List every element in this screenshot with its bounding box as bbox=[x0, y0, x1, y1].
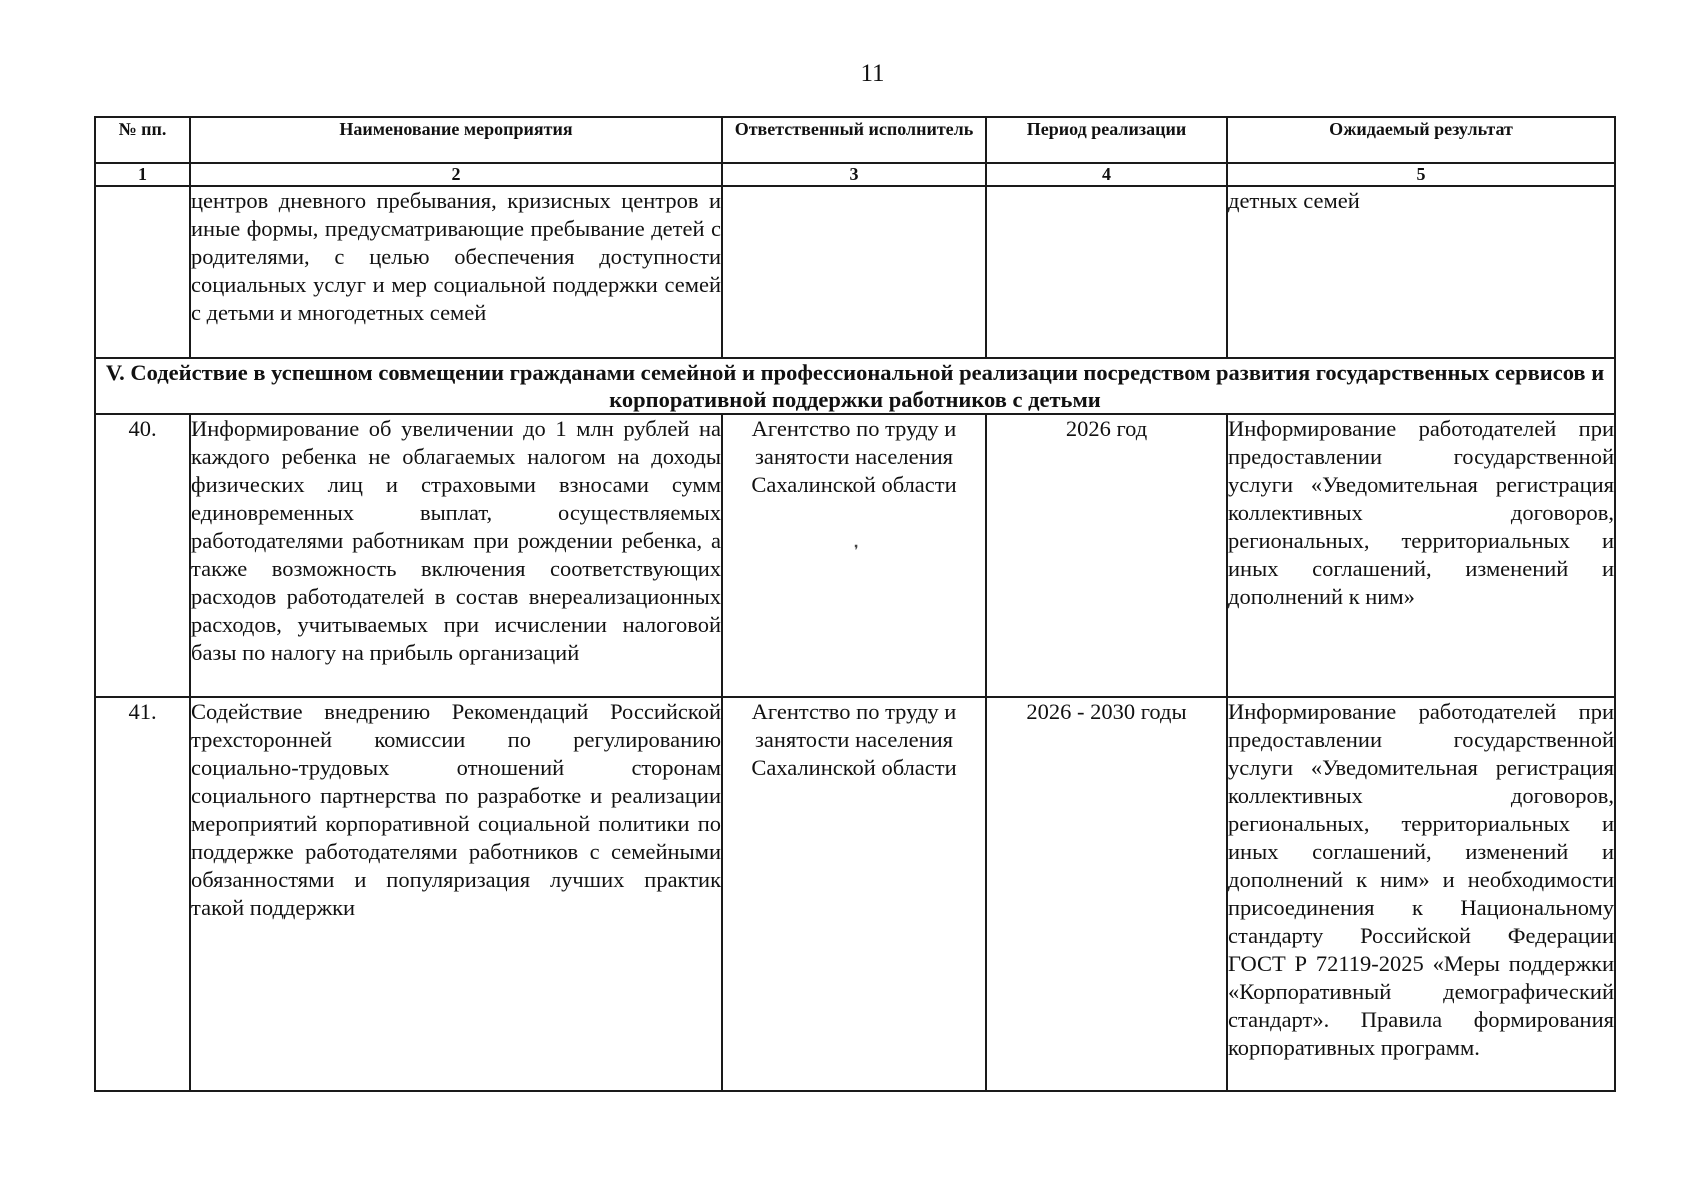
section-title: V. Содействие в успешном совмещении гражданами семейной и профессиональной реализации посредством развития государственных сервисов и корпоративной поддержки работников с детьми bbox=[95, 358, 1615, 414]
row-period: 2026 год bbox=[986, 414, 1227, 697]
header-period: Период реализации bbox=[986, 117, 1227, 163]
column-number: 2 bbox=[190, 163, 722, 186]
row-executor: Агентство по труду и занятости населения Сахалинской области bbox=[722, 697, 986, 1091]
row-number: 41. bbox=[95, 697, 190, 1091]
column-number: 5 bbox=[1227, 163, 1615, 186]
row-number bbox=[95, 186, 190, 358]
table-row bbox=[95, 186, 1615, 358]
column-number: 3 bbox=[722, 163, 986, 186]
header-result: Ожидаемый результат bbox=[1227, 117, 1615, 163]
header-number: № пп. bbox=[95, 117, 190, 163]
scan-speck-icon: ❜ bbox=[854, 544, 859, 559]
row-result: Информирование работодателей при предоставлении государственной услуги «Уведомительная регистрация коллективных договоров, региональных, территориальных и иных соглашений, изменений и дополнений к ним» bbox=[1227, 414, 1615, 697]
column-number: 1 bbox=[95, 163, 190, 186]
column-number-row bbox=[95, 163, 1615, 186]
table-header-row bbox=[95, 117, 1615, 163]
row-period bbox=[986, 186, 1227, 358]
row-name: центров дневного пребывания, кризисных центров и иные формы, предусматривающие пребывание детей с родителями, с целью обеспечения доступности социальных услуг и мер социальной поддержки семей с детьми и многодетных семей bbox=[190, 186, 722, 358]
page-number: 11 bbox=[860, 60, 885, 87]
header-event-name: Наименование мероприятия bbox=[190, 117, 722, 163]
row-number: 40. bbox=[95, 414, 190, 697]
row-result: детных семей bbox=[1227, 186, 1615, 358]
row-executor bbox=[722, 186, 986, 358]
row-name: Содействие внедрению Рекомендаций Российской трехсторонней комиссии по регулированию социально-трудовых отношений сторонам социального партнерства по разработке и реализации мероприятий корпоративной социальной политики по поддержке работодателями работников с семейными обязанностями и популяризация лучших практик такой поддержки bbox=[190, 697, 722, 1091]
row-period: 2026 - 2030 годы bbox=[986, 697, 1227, 1091]
row-name: Информирование об увеличении до 1 млн рублей на каждого ребенка не облагаемых налогом на доходы физических лиц и страховыми взносами сумм единовременных выплат, осуществляемых работодателями работникам при рождении ребенка, а также возможность включения соответствующих расходов работодателей в состав внереализационных расходов, учитываемых при исчислении налоговой базы по налогу на прибыль организаций bbox=[190, 414, 722, 697]
row-result: Информирование работодателей при предоставлении государственной услуги «Уведомительная регистрация коллективных договоров, региональных, территориальных и иных соглашений, изменений и дополнений к ним» и необходимости присоединения к Национальному стандарту Российской Федерации ГОСТ Р 72119-2025 «Меры поддержки «Корпоративный демографический стандарт». Правила формирования корпоративных программ. bbox=[1227, 697, 1615, 1091]
column-number: 4 bbox=[986, 163, 1227, 186]
section-row bbox=[95, 358, 1615, 414]
table-row bbox=[95, 697, 1615, 1091]
header-executor: Ответственный исполнитель bbox=[722, 117, 986, 163]
measures-table bbox=[94, 116, 1616, 1092]
row-executor: Агентство по труду и занятости населения Сахалинской области bbox=[722, 414, 986, 697]
